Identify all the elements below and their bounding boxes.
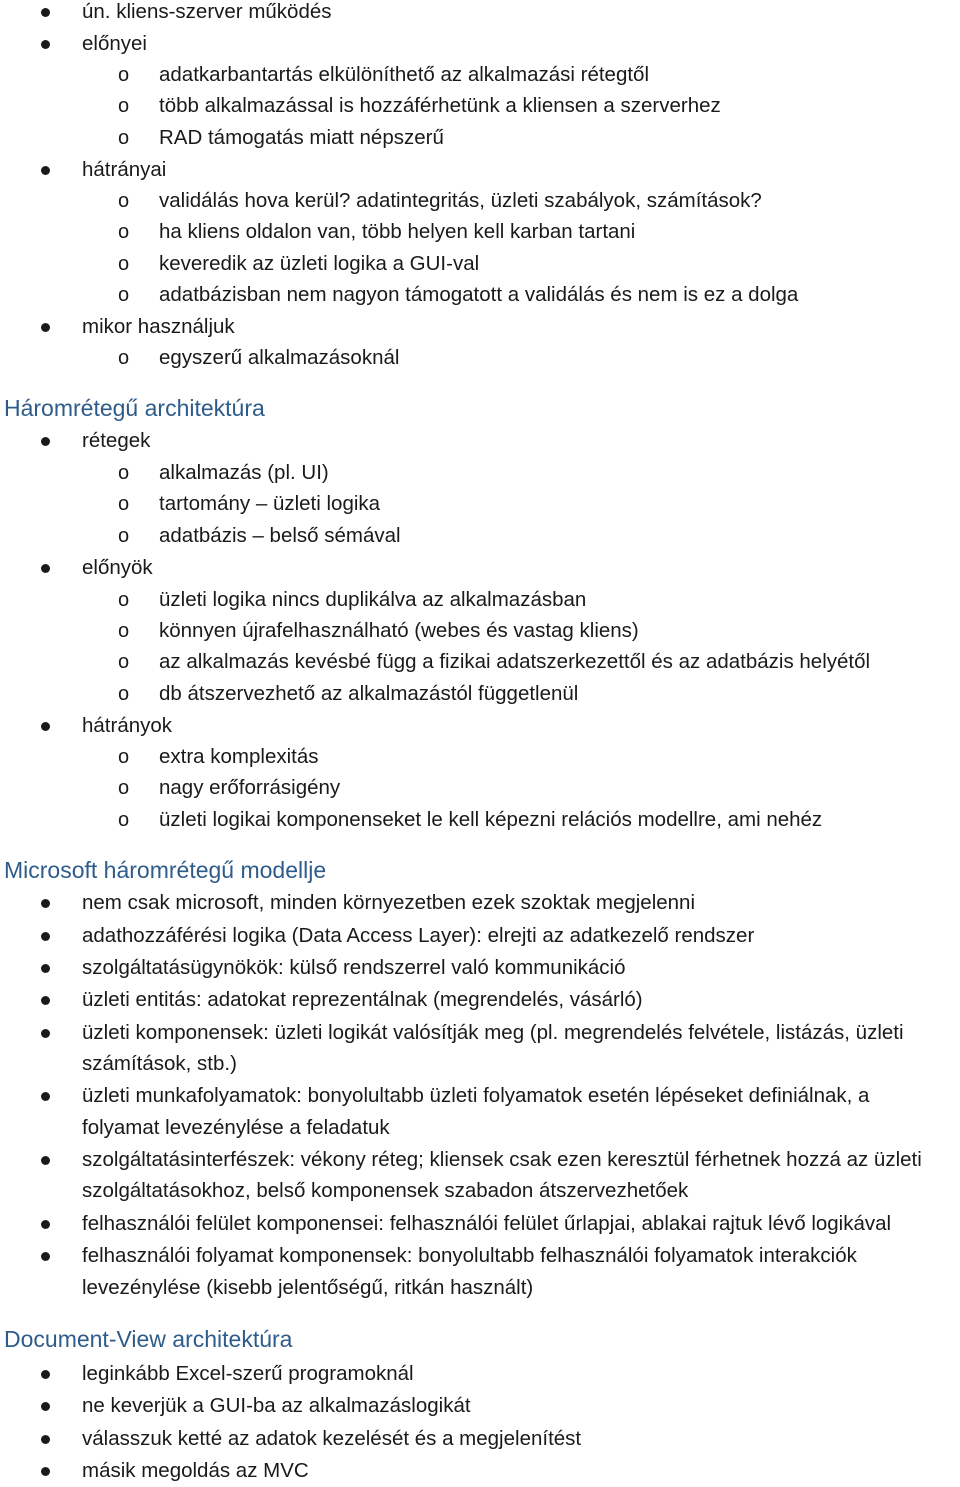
circle-bullet-icon: o [118,651,130,673]
list-item: ne keverjük a GUI-ba az alkalmazáslogikát [0,1390,960,1422]
bullet-icon [41,166,50,175]
list-item: felhasználói folyamat komponensek: bonyolultabb felhasználói folyamatok interakciók [0,1240,960,1272]
list-item: felhasználói felület komponensei: felhasználói felület űrlapjai, ablakai rajtuk lévő logikával [0,1208,960,1240]
list-item: válasszuk ketté az adatok kezelését és a megjelenítést [0,1423,960,1455]
list-item: üzleti komponensek: üzleti logikát valósítják meg (pl. megrendelés felvétele, listázás, üzleti [0,1017,960,1049]
list-item: leginkább Excel-szerű programoknál [0,1358,960,1390]
bullet-icon [41,437,50,446]
circle-bullet-icon: o [118,95,130,117]
list-item: üzleti entitás: adatokat reprezentálnak (megrendelés, vásárló) [0,984,960,1016]
bullet-icon [41,932,50,941]
bullet-icon [41,40,50,49]
circle-bullet-icon: o [118,777,130,799]
list-item: hátrányai [0,154,960,186]
list-item-continuation: folyamat levezénylése a feladatuk [82,1116,390,1139]
sub-list-item: o adatkarbantartás elkülöníthető az alkalmazási rétegtől [0,59,960,91]
list-item: nem csak microsoft, minden környezetben ezek szoktak megjelenni [0,887,960,919]
bullet-icon [41,996,50,1005]
circle-bullet-icon: o [118,64,130,86]
bullet-icon [41,1252,50,1261]
sub-list-item: o üzleti logika nincs duplikálva az alkalmazásban [0,584,960,616]
list-item: szolgáltatásügynökök: külső rendszerrel való kommunikáció [0,952,960,984]
list-item: előnyei [0,28,960,60]
sub-list-item: o keveredik az üzleti logika a GUI-val [0,248,960,280]
sub-list-item: o alkalmazás (pl. UI) [0,457,960,489]
sub-list-item: o RAD támogatás miatt népszerű [0,122,960,154]
circle-bullet-icon: o [118,190,130,212]
circle-bullet-icon: o [118,620,130,642]
bullet-icon [41,1467,50,1476]
list-item: üzleti munkafolyamatok: bonyolultabb üzleti folyamatok esetén lépéseket definiálnak, a [0,1080,960,1112]
circle-bullet-icon: o [118,284,130,306]
sub-list-item: o tartomány – üzleti logika [0,488,960,520]
sub-list-item: o az alkalmazás kevésbé függ a fizikai adatszerkezettől és az adatbázis helyétől [0,646,960,678]
bullet-icon [41,1029,50,1038]
bullet-icon [41,722,50,731]
bullet-icon [41,1370,50,1379]
circle-bullet-icon: o [118,493,130,515]
sub-list-item: o db átszervezhető az alkalmazástól függetlenül [0,678,960,710]
list-item: hátrányok [0,710,960,742]
bullet-icon [41,964,50,973]
sub-list-item: o nagy erőforrásigény [0,772,960,804]
list-item-continuation: szolgáltatásokhoz, belső komponensek szabadon átszervezhetőek [82,1179,689,1202]
section-heading: Document-View architektúra [4,1326,293,1352]
bullet-icon [41,323,50,332]
list-item: szolgáltatásinterfészek: vékony réteg; kliensek csak ezen keresztül férhetnek hozzá az üzleti [0,1144,960,1176]
bullet-icon [41,1092,50,1101]
bullet-icon [41,8,50,17]
list-item: másik megoldás az MVC [0,1455,960,1487]
list-item: előnyök [0,552,960,584]
list-item: adathozzáférési logika (Data Access Layer): elrejti az adatkezelő rendszer [0,920,960,952]
list-item: rétegek [0,425,960,457]
bullet-icon [41,1156,50,1165]
circle-bullet-icon: o [118,462,130,484]
sub-list-item: o több alkalmazással is hozzáférhetünk a kliensen a szerverhez [0,90,960,122]
bullet-icon [41,1220,50,1229]
circle-bullet-icon: o [118,746,130,768]
sub-list-item: o üzleti logikai komponenseket le kell képezni relációs modellre, ami nehéz [0,804,960,836]
bullet-icon [41,1402,50,1411]
list-item: mikor használjuk [0,311,960,343]
circle-bullet-icon: o [118,525,130,547]
circle-bullet-icon: o [118,683,130,705]
list-item: ún. kliens-szerver működés [0,0,960,28]
bullet-icon [41,1435,50,1444]
list-item-continuation: levezénylése (kisebb jelentőségű, ritkán használt) [82,1276,534,1299]
circle-bullet-icon: o [118,221,130,243]
sub-list-item: o adatbázisban nem nagyon támogatott a validálás és nem is ez a dolga [0,279,960,311]
bullet-icon [41,564,50,573]
sub-list-item: o egyszerű alkalmazásoknál [0,342,960,374]
section-heading: Háromrétegű architektúra [4,395,265,421]
section-heading: Microsoft háromrétegű modellje [4,857,327,883]
circle-bullet-icon: o [118,253,130,275]
bullet-icon [41,899,50,908]
sub-list-item: o könnyen újrafelhasználható (webes és vastag kliens) [0,615,960,647]
circle-bullet-icon: o [118,127,130,149]
sub-list-item: o ha kliens oldalon van, több helyen kell karban tartani [0,216,960,248]
sub-list-item: o validálás hova kerül? adatintegritás, üzleti szabályok, számítások? [0,185,960,217]
list-item-continuation: számítások, stb.) [82,1052,237,1075]
circle-bullet-icon: o [118,347,130,369]
circle-bullet-icon: o [118,809,130,831]
sub-list-item: o extra komplexitás [0,741,960,773]
circle-bullet-icon: o [118,589,130,611]
sub-list-item: o adatbázis – belső sémával [0,520,960,552]
